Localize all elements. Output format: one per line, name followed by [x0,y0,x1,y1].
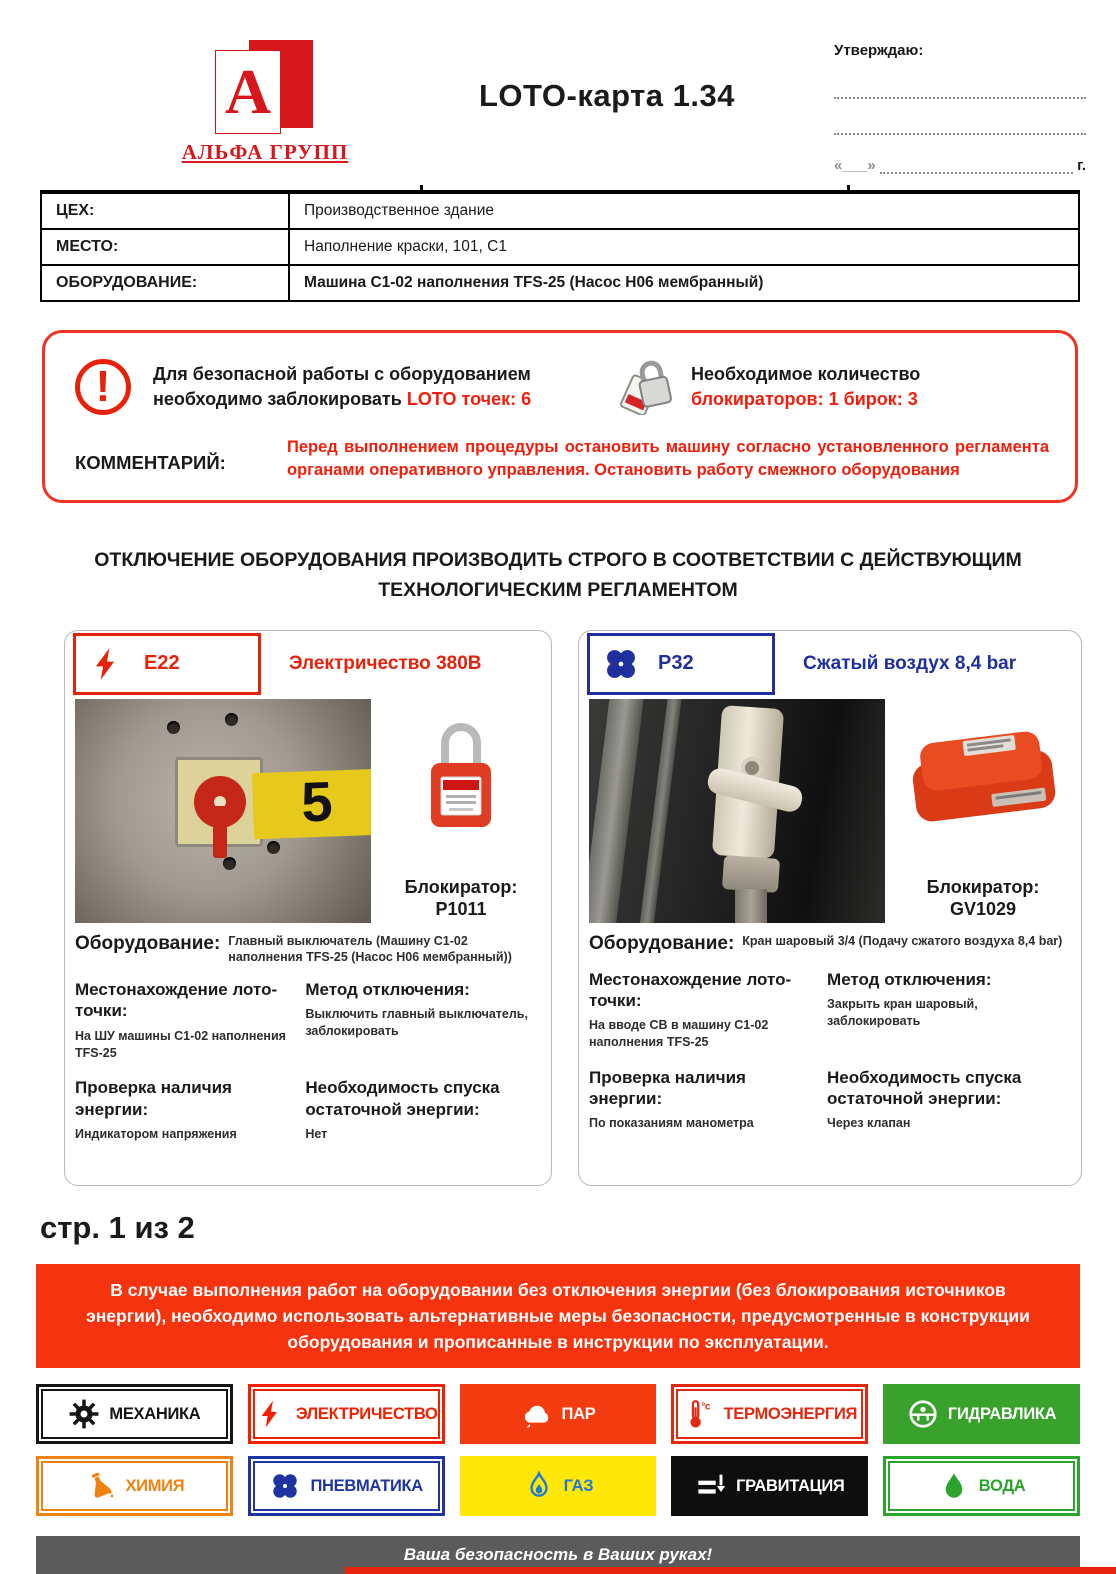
padlock-image [423,713,499,835]
equipment-info-table [40,190,1080,302]
residual-energy-section: Необходимость спуска остаточной энергии: Нет [305,1078,500,1141]
lock-quantity-text: Необходимое количество блокираторов: 1 бирок: 3 [691,364,921,409]
loto-point-card-p32 [578,630,1082,1186]
svg-text:°c: °c [701,1401,711,1413]
energy-badge-steam-cloud [460,1384,657,1444]
gas-flame-icon [523,1470,555,1502]
loto-points-count: LOTO точек: 6 [406,388,532,409]
energy-badge-label: ХИМИЯ [125,1476,185,1495]
loto-point-code: E22 [144,652,180,675]
table-row: МЕСТО: Наполнение краски, 101, С1 [42,230,1078,266]
energy-badge-water-drop [883,1456,1080,1516]
residual-energy-section: Необходимость спуска остаточной энергии: Через клапан [827,1067,1022,1131]
energy-badge-label: ВОДА [978,1476,1026,1495]
company-name: АЛЬФА ГРУПП [181,140,349,164]
approval-label: Утверждаю: [834,42,924,59]
page-title: LOTO-карта 1.34 [478,78,735,113]
lock-quantity-values: блокираторов: 1 бирок: 3 [691,388,918,409]
energy-badge-label: ЭЛЕКТРИЧЕСТВО [295,1404,438,1423]
pneumatic-fan-icon [602,645,640,683]
alternative-measures-alert: В случае выполнения работ на оборудовании без отключения энергии (без блокирования источников энергии), необходимо использовать альтернативные меры безопасности, предусмотренные в конструкции оборудования и прописанные в инструкции по эксплуатации. [36,1264,1080,1369]
logo-letter: А [224,56,272,127]
energy-check-section: Проверка наличия энергии: По показаниям манометра [589,1067,754,1131]
energy-badge-pneumatic-fan [248,1456,445,1516]
alpha-logo-icon [209,40,321,136]
point-number-tag: 5 [252,768,371,838]
loto-points-row [64,630,1082,1186]
method-section: Метод отключения: Выключить главный выключатель, заблокировать [305,980,528,1039]
chemistry-flask-icon [84,1470,116,1502]
energy-badge-label: ГАЗ [563,1476,594,1495]
loto-point-code: P32 [658,652,694,675]
comment-text: Перед выполнением процедуры остановить машину согласно установленного регламента органами оперативного управления. Остановить работу смежного оборудования [287,438,1049,480]
comment-label: КОММЕНТАРИЙ: [75,452,226,473]
safety-warning-box [42,330,1078,503]
title-zone [380,34,834,174]
year-suffix: г. [1077,157,1086,174]
steam-cloud-icon [521,1398,553,1430]
energy-badge-label: ПАР [561,1404,596,1423]
gear-icon [68,1398,100,1430]
lightning-icon [88,645,126,683]
energy-badge-label: ПНЕВМАТИКА [310,1476,423,1495]
equipment-value: Главный выключатель (Машину С1-02 наполнения TFS-25 (Насос Н06 мембранный)) [228,933,512,964]
method-section: Метод отключения: Закрыть кран шаровый, заблокировать [827,969,992,1028]
lock-code: P1011 [435,899,487,920]
energy-badge-label: ТЕРМОЭНЕРГИЯ [723,1404,858,1423]
company-logo [150,34,380,174]
energy-badge-hydraulics [883,1384,1080,1444]
energy-code-box [587,633,775,695]
loto-point-photo-ball-valve [589,699,885,923]
lock-code: GV1029 [949,899,1017,920]
water-drop-icon [938,1470,970,1502]
lock-caption: Блокиратор: GV1029 [926,876,1040,920]
energy-badge-label: МЕХАНИКА [109,1404,201,1423]
loto-point-photo-switch [75,699,371,923]
equipment-label: Оборудование: [589,932,735,954]
footer-slogan: Ваша безопасность в Ваших руках! [36,1536,1080,1574]
equipment-label: Оборудование: [75,932,221,954]
main-switch [175,757,263,847]
loto-point-card-e22 [64,630,552,1186]
thermometer-icon [682,1398,714,1430]
table-row: ЦЕХ: Производственное здание [42,194,1078,230]
gravity-press-icon [695,1470,727,1502]
location-section: Местонахождение лото-точки: На ШУ машины С1-02 наполнения TFS-25 [75,980,286,1060]
energy-badge-gear [36,1384,233,1444]
energy-badges-grid [36,1384,1080,1516]
hydraulics-icon [907,1398,939,1430]
energy-check-section: Проверка наличия энергии: Индикатором напряжения [75,1078,237,1141]
energy-type-title: Сжатый воздух 8,4 bar [803,652,1017,674]
approval-date-line: «___» г. [834,157,1086,174]
signature-line [834,121,1086,135]
energy-type-title: Электричество 380В [289,652,482,674]
energy-code-box [73,633,261,695]
table-row: ОБОРУДОВАНИЕ: Машина С1-02 наполнения TFS-25 (Насос Н06 мембранный) [42,266,1078,300]
main-heading: ОТКЛЮЧЕНИЕ ОБОРУДОВАНИЯ ПРОИЗВОДИТЬ СТРОГО В СООТВЕТСТВИИ С ДЕЙСТВУЮЩИМ ТЕХНОЛОГИЧЕСКИМ РЕГЛАМЕНТОМ [94,549,1022,602]
equipment-value: Кран шаровый 3/4 (Подачу сжатого воздуха 8,4 bar) [742,933,1063,948]
energy-badge-gas-flame [460,1456,657,1516]
energy-badge-gravity-press [671,1456,868,1516]
safety-text: Для безопасной работы с оборудованием необходимо заблокировать LOTO точек: 6 [153,364,532,409]
lock-caption: Блокиратор: P1011 [404,876,518,920]
bottom-red-strip [345,1567,1116,1574]
energy-badge-label: ГРАВИТАЦИЯ [736,1476,845,1495]
energy-badge-label: ГИДРАВЛИКА [947,1404,1057,1423]
exclamation-icon: ! [75,359,131,415]
padlock-tag-icon [617,353,675,420]
signature-line [834,85,1086,99]
header [0,0,1116,180]
pneumatic-fan-icon [269,1470,301,1502]
approval-block [834,34,1086,174]
energy-badge-thermometer [671,1384,868,1444]
lightning-icon [255,1398,287,1430]
page-number: стр. 1 из 2 [40,1209,195,1245]
energy-badge-chemistry-flask [36,1456,233,1516]
location-section: Местонахождение лото-точки: На вводе СВ в машину С1-02 наполнения TFS-25 [589,969,792,1049]
valve-lockout-image [897,713,1069,841]
energy-badge-lightning [248,1384,445,1444]
